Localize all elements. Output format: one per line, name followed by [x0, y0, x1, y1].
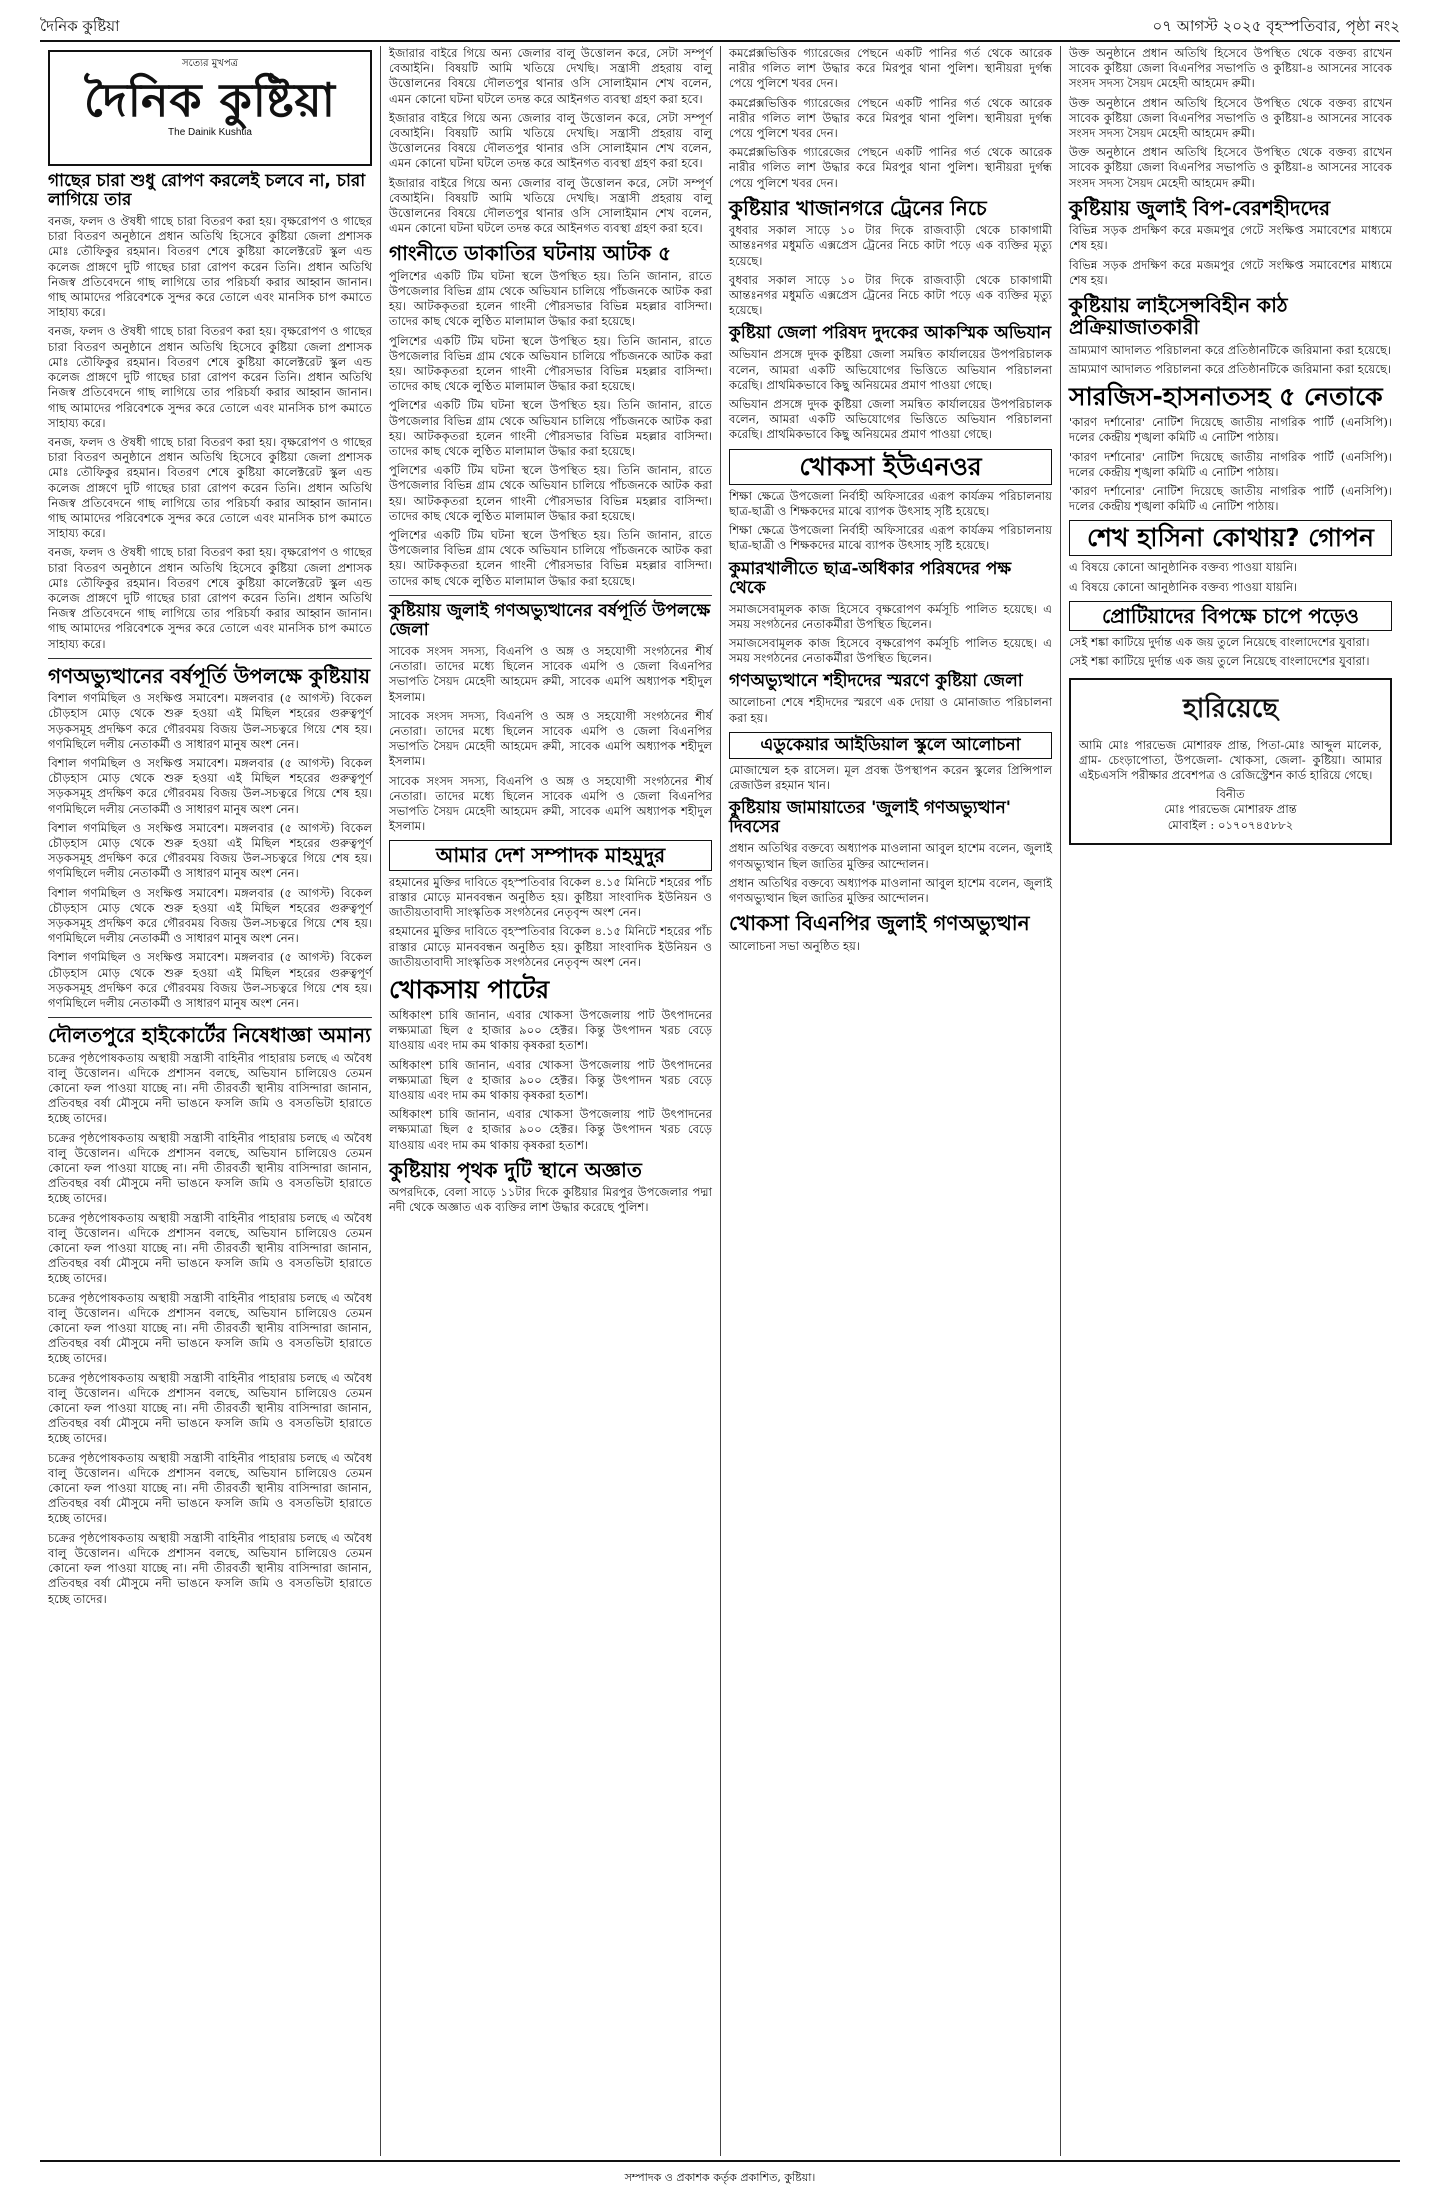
article-text: বনজ, ফলদ ও ঔষধী গাছে চারা বিতরণ করা হয়। বৃক্ষরোপণ ও গাছের চারা বিতরণ অনুষ্ঠানে প্রধান অতিথি হিসেবে কুষ্টিয়া জেলা প্রশাসক মোঃ তৌফিকুর রহমান। বিতরণ শেষে কুষ্টিয়া কালেক্টরেট স্কুল এন্ড কলেজ প্রাঙ্গণে দুটি গাছের চারা রোপণ করেন তিনি। প্রধান অতিথি নিজস্ব প্রতিবেদনে গাছ লাগিয়ে তার পরিচর্যা করার আহ্বান জানান। গাছ আমাদের পরিবেশকে সুন্দর করে তোলে এবং মানসিক চাপ কমাতে সাহায্য করে। [48, 324, 376, 430]
date-page: ০৭ আগস্ট ২০২৫ বৃহস্পতিবার, পৃষ্ঠা নং২ [1152, 16, 1400, 35]
lost-notice [1069, 678, 1392, 845]
article-text: ইজারার বাইরে গিয়ে অন্য জেলার বালু উত্তোলন করে, সেটা সম্পূর্ণ বেআইনি। বিষয়টি আমি খতিয়ে দেখছি। সন্ত্রাসী প্রহরায় বালু উত্তোলনের বিষয়ে দৌলতপুর থানার ওসি সোলাইমান শেখ বলেন, এমন কোনো ঘটনা ঘটলে তদন্ত করে আইনগত ব্যবস্থা গ্রহণ করা হবে। [389, 110, 716, 171]
divider [48, 658, 372, 659]
notice-sign: বিনীত মোঃ পারভেজ মোশারফ প্রান্ত মোবাইল : ০১৭০৭৪৫৮৮২ [1164, 787, 1297, 832]
article-text: বনজ, ফলদ ও ঔষধী গাছে চারা বিতরণ করা হয়। বৃক্ষরোপণ ও গাছের চারা বিতরণ অনুষ্ঠানে প্রধান অতিথি হিসেবে কুষ্টিয়া জেলা প্রশাসক মোঃ তৌফিকুর রহমান। বিতরণ শেষে কুষ্টিয়া কালেক্টরেট স্কুল এন্ড কলেজ প্রাঙ্গণে দুটি গাছের চারা রোপণ করেন তিনি। প্রধান অতিথি নিজস্ব প্রতিবেদনে গাছ লাগিয়ে তার পরিচর্যা করার আহ্বান জানান। গাছ আমাদের পরিবেশকে সুন্দর করে তোলে এবং মানসিক চাপ কমাতে সাহায্য করে। [48, 214, 376, 320]
headline: খোকসায় পাটের [389, 975, 550, 1004]
headline: গাংনীতে ডাকাতির ঘটনায় আটক ৫ [389, 241, 672, 266]
headline: কুষ্টিয়ায় জামায়াতের 'জুলাই গণঅভ্যুত্থান' দিবসের [729, 798, 1011, 838]
headline: কুষ্টিয়ায় পৃথক দুটি স্থানে অজ্ঞাত [389, 1157, 642, 1182]
article-text: অপরদিকে, বেলা সাড়ে ১১টার দিকে কুষ্টিয়ার মিরপুর উপজেলার পদ্মা নদী থেকে অজ্ঞাত এক ব্যক্তির লাশ উদ্ধার করেছে পুলিশ। [389, 1185, 716, 1215]
article-text: চক্রের পৃষ্ঠপোষকতায় অস্থায়ী সন্ত্রাসী বাহিনীর পাহারায় চলছে এ অবৈধ বালু উত্তোলন। এদিকে প্রশাসন বলছে, অভিযান চালিয়েও তেমন কোনো ফল পাওয়া যাচ্ছে না। নদী তীরবর্তী স্থানীয় বাসিন্দারা জানান, প্রতিবছর বর্ষা মৌসুমে নদী ভাঙনে ফসলি জমি ও বসতভিটা হারাতে হচ্ছে তাদের। [48, 1210, 376, 1286]
article-text: 'কারণ দর্শানোর' নোটিশ দিয়েছে জাতীয় নাগরিক পার্টি (এনসিপি)। দলের কেন্দ্রীয় শৃঙ্খলা কমিটি এ নোটিশ পাঠায়। [1069, 415, 1396, 445]
article-text: ভ্রাম্যমাণ আদালত পরিচালনা করে প্রতিষ্ঠানটিকে জরিমানা করা হয়েছে। [1069, 342, 1392, 357]
headline: কুষ্টিয়ায় জুলাই বিপ-বেরশহীদদের [1069, 195, 1331, 220]
article-text: সেই শঙ্কা কাটিয়ে দুর্দান্ত এক জয় তুলে নিয়েছে বাংলাদেশের যুবারা। [1069, 635, 1370, 650]
headline: শেখ হাসিনা কোথায়? গোপন [1069, 520, 1392, 556]
article-text: সমাজসেবামূলক কাজ হিসেবে বৃক্ষরোপণ কর্মসূচি পালিত হয়েছে। এ সময় সংগঠনের নেতাকর্মীরা উপস্থিত ছিলেন। [729, 635, 1056, 666]
article-text: পুলিশের একটি টিম ঘটনা স্থলে উপস্থিত হয়। তিনি জানান, রাতে উপজেলার বিভিন্ন গ্রাম থেকে অভিযান চালিয়ে পাঁচজনকে আটক করা হয়। আটককৃতরা হলেন গাংনী পৌরসভার বিভিন্ন মহল্লার বাসিন্দা। তাদের কাছ থেকে লুণ্ঠিত মালামাল উদ্ধার করা হয়েছে। [389, 333, 716, 394]
article-text: আলোচনা সভা অনুষ্ঠিত হয়। [729, 938, 861, 953]
headline: কুষ্টিয়ার খাজানগরে ট্রেনের নিচে [729, 195, 987, 220]
headline: সারজিস-হাসনাতসহ ৫ নেতাকে [1069, 382, 1383, 412]
article-text: প্রধান অতিথির বক্তব্যে অধ্যাপক মাওলানা আবুল হাশেম বলেন, জুলাই গণঅভ্যুত্থান ছিল জাতির মুক্তির আন্দোলন। [729, 841, 1056, 871]
article-text: অধিকাংশ চাষি জানান, এবার খোকসা উপজেলায় পাট উৎপাদনের লক্ষ্যমাত্রা ছিল ৫ হাজার ৯০০ হেক্টর। কিন্তু উৎপাদন খরচ বেড়ে যাওয়ায় এবং দাম কম থাকায় কৃষকরা হতাশ। [389, 1008, 716, 1053]
headline: কুষ্টিয়া জেলা পরিষদ দুদকের আকস্মিক অভিযান [729, 323, 1052, 344]
masthead-logo: দৈনিক কুষ্টিয়া [84, 73, 336, 127]
article-text: মোজাম্মেল হক রাসেল। মূল প্রবন্ধ উপস্থাপন করেন স্কুলের প্রিন্সিপাল রেজাউল রহমান খান। [729, 762, 1056, 793]
article-text: উক্ত অনুষ্ঠানে প্রধান অতিথি হিসেবে উপস্থিত থেকে বক্তব্য রাখেন সাবেক কুষ্টিয়া জেলা বিএনপির সভাপতি ও কুষ্টিয়া-৪ আসনের সাবেক সংসদ সদস্য সৈয়দ মেহেদী আহমেদ রুমী। [1069, 95, 1396, 141]
article-text: সাবেক সংসদ সদস্য, বিএনপি ও অঙ্গ ও সহযোগী সংগঠনের শীর্ষ নেতারা। তাদের মধ্যে ছিলেন সাবেক এমপি ও জেলা বিএনপির সভাপতি সৈয়দ মেহেদী আহমেদ রুমী, সাবেক এমপি অধ্যাপক শহীদুল ইসলাম। [389, 643, 716, 704]
article-text: চক্রের পৃষ্ঠপোষকতায় অস্থায়ী সন্ত্রাসী বাহিনীর পাহারায় চলছে এ অবৈধ বালু উত্তোলন। এদিকে প্রশাসন বলছে, অভিযান চালিয়েও তেমন কোনো ফল পাওয়া যাচ্ছে না। নদী তীরবর্তী স্থানীয় বাসিন্দারা জানান, প্রতিবছর বর্ষা মৌসুমে নদী ভাঙনে ফসলি জমি ও বসতভিটা হারাতে হচ্ছে তাদের। [48, 1050, 376, 1126]
paper-name: দৈনিক কুষ্টিয়া [40, 16, 120, 35]
article-text: 'কারণ দর্শানোর' নোটিশ দিয়েছে জাতীয় নাগরিক পার্টি (এনসিপি)। দলের কেন্দ্রীয় শৃঙ্খলা কমিটি এ নোটিশ পাঠায়। [1069, 484, 1396, 514]
page-header [40, 14, 1400, 42]
article-text: আলোচনা শেষে শহীদদের স্মরণে এক দোয়া ও মোনাজাত পরিচালনা করা হয়। [729, 695, 1056, 725]
divider [389, 595, 712, 596]
article-text: বিশাল গণমিছিল ও সংক্ষিপ্ত সমাবেশ। মঙ্গলবার (৫ আগস্ট) বিকেল চৌড়হাস মোড় থেকে শুরু হওয়া এই মিছিল শহরের গুরুত্বপূর্ণ সড়কসমূহ প্রদক্ষিণ করে গৌরবময় বিজয় উল-সচত্বরে গিয়ে শেষ হয়। গণমিছিলে দলীয় নেতাকর্মী ও সাধারণ মানুষ অংশ নেন। [48, 950, 376, 1010]
article-text: পুলিশের একটি টিম ঘটনা স্থলে উপস্থিত হয়। তিনি জানান, রাতে উপজেলার বিভিন্ন গ্রাম থেকে অভিযান চালিয়ে পাঁচজনকে আটক করা হয়। আটককৃতরা হলেন গাংনী পৌরসভার বিভিন্ন মহল্লার বাসিন্দা। তাদের কাছ থেকে লুণ্ঠিত মালামাল উদ্ধার করা হয়েছে। [389, 398, 716, 459]
article-text: ভ্রাম্যমাণ আদালত পরিচালনা করে প্রতিষ্ঠানটিকে জরিমানা করা হয়েছে। [1069, 362, 1392, 377]
article-text: অভিযান প্রসঙ্গে দুদক কুষ্টিয়া জেলা সমন্বিত কার্যালয়ের উপপরিচালক বলেন, আমরা একটি অভিযোগের ভিত্তিতে অভিযান পরিচালনা করেছি। প্রাথমিকভাবে কিছু অনিয়মের প্রমাণ পাওয়া গেছে। [729, 347, 1056, 392]
column-4 [1060, 46, 1400, 2156]
article-text: রহমানের মুক্তির দাবিতে বৃহস্পতিবার বিকেল ৪.১৫ মিনিটে শহরের পাঁচ রাস্তার মোড়ে মানববন্ধন অনুষ্ঠিত হয়। কুষ্টিয়া সাংবাদিক ইউনিয়ন ও জাতীয়তাবাদী সাংস্কৃতিক সংগঠনের নেতৃবৃন্দ অংশ নেন। [389, 874, 716, 920]
column-1 [40, 46, 380, 2156]
headline: কুষ্টিয়ায় জুলাই গণঅভ্যুত্থানের বর্ষপূর্তি উপলক্ষে জেলা [389, 600, 711, 640]
headline: খোকসা ইউএনওর [729, 449, 1052, 485]
headline: কুমারখালীতে ছাত্র-অধিকার পরিষদের পক্ষ থেকে [729, 558, 1012, 598]
article-text: পুলিশের একটি টিম ঘটনা স্থলে উপস্থিত হয়। তিনি জানান, রাতে উপজেলার বিভিন্ন গ্রাম থেকে অভিযান চালিয়ে পাঁচজনকে আটক করা হয়। আটককৃতরা হলেন গাংনী পৌরসভার বিভিন্ন মহল্লার বাসিন্দা। তাদের কাছ থেকে লুণ্ঠিত মালামাল উদ্ধার করা হয়েছে। [389, 528, 716, 588]
masthead [48, 50, 372, 166]
article-text: প্রধান অতিথির বক্তব্যে অধ্যাপক মাওলানা আবুল হাশেম বলেন, জুলাই গণঅভ্যুত্থান ছিল জাতির মুক্তির আন্দোলন। [729, 875, 1056, 905]
columns [40, 46, 1400, 2156]
masthead-tagline: সত্যের মুখপত্র [182, 58, 238, 69]
notice-title: হারিয়েছে [1183, 693, 1278, 724]
headline: খোকসা বিএনপির জুলাই গণঅভ্যুত্থান [729, 911, 1030, 936]
headline: গণঅভ্যুত্থানে শহীদদের স্মরণে কুষ্টিয়া জেলা [729, 671, 1023, 692]
article-text: বিশাল গণমিছিল ও সংক্ষিপ্ত সমাবেশ। মঙ্গলবার (৫ আগস্ট) বিকেল চৌড়হাস মোড় থেকে শুরু হওয়া এই মিছিল শহরের গুরুত্বপূর্ণ সড়কসমূহ প্রদক্ষিণ করে গৌরবময় বিজয় উল-সচত্বরে গিয়ে শেষ হয়। গণমিছিলে দলীয় নেতাকর্মী ও সাধারণ মানুষ অংশ নেন। [48, 820, 376, 881]
article-text: বিশাল গণমিছিল ও সংক্ষিপ্ত সমাবেশ। মঙ্গলবার (৫ আগস্ট) বিকেল চৌড়হাস মোড় থেকে শুরু হওয়া এই মিছিল শহরের গুরুত্বপূর্ণ সড়কসমূহ প্রদক্ষিণ করে গৌরবময় বিজয় উল-সচত্বরে গিয়ে শেষ হয়। গণমিছিলে দলীয় নেতাকর্মী ও সাধারণ মানুষ অংশ নেন। [48, 691, 376, 751]
article-text: কমপ্লেক্সভিত্তিক গ্যারেজের পেছনে একটি পানির গর্ত থেকে আরেক নারীর গলিত লাশ উদ্ধার করে মিরপুর থানা পুলিশ। স্থানীয়রা দুর্গন্ধ পেয়ে পুলিশে খবর দেন। [729, 46, 1056, 91]
footer-text: সম্পাদক ও প্রকাশক কর্তৃক প্রকাশিত, কুষ্টিয়া। [624, 2170, 816, 2184]
article-text: উক্ত অনুষ্ঠানে প্রধান অতিথি হিসেবে উপস্থিত থেকে বক্তব্য রাখেন সাবেক কুষ্টিয়া জেলা বিএনপির সভাপতি ও কুষ্টিয়া-৪ আসনের সাবেক সংসদ সদস্য সৈয়দ মেহেদী আহমেদ রুমী। [1069, 46, 1396, 91]
article-text: অধিকাংশ চাষি জানান, এবার খোকসা উপজেলায় পাট উৎপাদনের লক্ষ্যমাত্রা ছিল ৫ হাজার ৯০০ হেক্টর। কিন্তু উৎপাদন খরচ বেড়ে যাওয়ায় এবং দাম কম থাকায় কৃষকরা হতাশ। [389, 1107, 716, 1152]
article-text: চক্রের পৃষ্ঠপোষকতায় অস্থায়ী সন্ত্রাসী বাহিনীর পাহারায় চলছে এ অবৈধ বালু উত্তোলন। এদিকে প্রশাসন বলছে, অভিযান চালিয়েও তেমন কোনো ফল পাওয়া যাচ্ছে না। নদী তীরবর্তী স্থানীয় বাসিন্দারা জানান, প্রতিবছর বর্ষা মৌসুমে নদী ভাঙনে ফসলি জমি ও বসতভিটা হারাতে হচ্ছে তাদের। [48, 1290, 376, 1366]
article-text: চক্রের পৃষ্ঠপোষকতায় অস্থায়ী সন্ত্রাসী বাহিনীর পাহারায় চলছে এ অবৈধ বালু উত্তোলন। এদিকে প্রশাসন বলছে, অভিযান চালিয়েও তেমন কোনো ফল পাওয়া যাচ্ছে না। নদী তীরবর্তী স্থানীয় বাসিন্দারা জানান, প্রতিবছর বর্ষা মৌসুমে নদী ভাঙনে ফসলি জমি ও বসতভিটা হারাতে হচ্ছে তাদের। [48, 1450, 376, 1526]
column-2 [380, 46, 720, 2156]
article-text: চক্রের পৃষ্ঠপোষকতায় অস্থায়ী সন্ত্রাসী বাহিনীর পাহারায় চলছে এ অবৈধ বালু উত্তোলন। এদিকে প্রশাসন বলছে, অভিযান চালিয়েও তেমন কোনো ফল পাওয়া যাচ্ছে না। নদী তীরবর্তী স্থানীয় বাসিন্দারা জানান, প্রতিবছর বর্ষা মৌসুমে নদী ভাঙনে ফসলি জমি ও বসতভিটা হারাতে হচ্ছে তাদের। [48, 1130, 376, 1206]
masthead-english: The Dainik Kushtia [168, 127, 252, 138]
article-text: বুধবার সকাল সাড়ে ১০ টার দিকে রাজবাড়ী থেকে চাকাগামী আন্তঃনগর মধুমতি এক্সপ্রেস ট্রেনের নিচে কাটা পড়ে এক ব্যক্তির মৃত্যু হয়েছে। [729, 223, 1056, 268]
article-text: বিশাল গণমিছিল ও সংক্ষিপ্ত সমাবেশ। মঙ্গলবার (৫ আগস্ট) বিকেল চৌড়হাস মোড় থেকে শুরু হওয়া এই মিছিল শহরের গুরুত্বপূর্ণ সড়কসমূহ প্রদক্ষিণ করে গৌরবময় বিজয় উল-সচত্বরে গিয়ে শেষ হয়। গণমিছিলে দলীয় নেতাকর্মী ও সাধারণ মানুষ অংশ নেন। [48, 885, 376, 946]
article-text: উক্ত অনুষ্ঠানে প্রধান অতিথি হিসেবে উপস্থিত থেকে বক্তব্য রাখেন সাবেক কুষ্টিয়া জেলা বিএনপির সভাপতি ও কুষ্টিয়া-৪ আসনের সাবেক সংসদ সদস্য সৈয়দ মেহেদী আহমেদ রুমী। [1069, 145, 1396, 190]
article-text: সমাজসেবামূলক কাজ হিসেবে বৃক্ষরোপণ কর্মসূচি পালিত হয়েছে। এ সময় সংগঠনের নেতাকর্মীরা উপস্থিত ছিলেন। [729, 601, 1056, 631]
article-text: এ বিষয়ে কোনো আনুষ্ঠানিক বক্তব্য পাওয়া যায়নি। [1069, 579, 1298, 594]
headline: এডুকেয়ার আইডিয়াল স্কুলে আলোচনা [729, 732, 1052, 759]
headline: কুষ্টিয়ায় লাইসেন্সবিহীন কাঠ প্রক্রিয়াজাতকারী [1069, 293, 1288, 340]
article-text: বুধবার সকাল সাড়ে ১০ টার দিকে রাজবাড়ী থেকে চাকাগামী আন্তঃনগর মধুমতি এক্সপ্রেস ট্রেনের নিচে কাটা পড়ে এক ব্যক্তির মৃত্যু হয়েছে। [729, 272, 1056, 318]
article-text: 'কারণ দর্শানোর' নোটিশ দিয়েছে জাতীয় নাগরিক পার্টি (এনসিপি)। দলের কেন্দ্রীয় শৃঙ্খলা কমিটি এ নোটিশ পাঠায়। [1069, 449, 1396, 479]
article-text: বিভিন্ন সড়ক প্রদক্ষিণ করে মজমপুর গেটে সংক্ষিপ্ত সমাবেশের মাধ্যমে শেষ হয়। [1069, 223, 1396, 253]
divider [48, 1017, 372, 1018]
article-text: পুলিশের একটি টিম ঘটনা স্থলে উপস্থিত হয়। তিনি জানান, রাতে উপজেলার বিভিন্ন গ্রাম থেকে অভিযান চালিয়ে পাঁচজনকে আটক করা হয়। আটককৃতরা হলেন গাংনী পৌরসভার বিভিন্ন মহল্লার বাসিন্দা। তাদের কাছ থেকে লুণ্ঠিত মালামাল উদ্ধার করা হয়েছে। [389, 268, 716, 329]
article-text: ইজারার বাইরে গিয়ে অন্য জেলার বালু উত্তোলন করে, সেটা সম্পূর্ণ বেআইনি। বিষয়টি আমি খতিয়ে দেখছি। সন্ত্রাসী প্রহরায় বালু উত্তোলনের বিষয়ে দৌলতপুর থানার ওসি সোলাইমান শেখ বলেন, এমন কোনো ঘটনা ঘটলে তদন্ত করে আইনগত ব্যবস্থা গ্রহণ করা হবে। [389, 175, 716, 236]
headline: দৌলতপুরে হাইকোর্টের নিষেধাজ্ঞা অমান্য [48, 1023, 371, 1048]
article-text: পুলিশের একটি টিম ঘটনা স্থলে উপস্থিত হয়। তিনি জানান, রাতে উপজেলার বিভিন্ন গ্রাম থেকে অভিযান চালিয়ে পাঁচজনকে আটক করা হয়। আটককৃতরা হলেন গাংনী পৌরসভার বিভিন্ন মহল্লার বাসিন্দা। তাদের কাছ থেকে লুণ্ঠিত মালামাল উদ্ধার করা হয়েছে। [389, 463, 716, 523]
article-text: বনজ, ফলদ ও ঔষধী গাছে চারা বিতরণ করা হয়। বৃক্ষরোপণ ও গাছের চারা বিতরণ অনুষ্ঠানে প্রধান অতিথি হিসেবে কুষ্টিয়া জেলা প্রশাসক মোঃ তৌফিকুর রহমান। বিতরণ শেষে কুষ্টিয়া কালেক্টরেট স্কুল এন্ড কলেজ প্রাঙ্গণে দুটি গাছের চারা রোপণ করেন তিনি। প্রধান অতিথি নিজস্ব প্রতিবেদনে গাছ লাগিয়ে তার পরিচর্যা করার আহ্বান জানান। গাছ আমাদের পরিবেশকে সুন্দর করে তোলে এবং মানসিক চাপ কমাতে সাহায্য করে। [48, 545, 376, 651]
article-text: শিক্ষা ক্ষেত্রে উপজেলা নির্বাহী অফিসারের এরূপ কার্যক্রম পরিচালনায় ছাত্র-ছাত্রী ও শিক্ষকদের মাঝে ব্যাপক উৎসাহ সৃষ্টি হয়েছে। [729, 488, 1056, 518]
article-text: অভিযান প্রসঙ্গে দুদক কুষ্টিয়া জেলা সমন্বিত কার্যালয়ের উপপরিচালক বলেন, আমরা একটি অভিযোগের ভিত্তিতে অভিযান পরিচালনা করেছি। প্রাথমিকভাবে কিছু অনিয়মের প্রমাণ পাওয়া গেছে। [729, 397, 1056, 442]
article-text: বিভিন্ন সড়ক প্রদক্ষিণ করে মজমপুর গেটে সংক্ষিপ্ত সমাবেশের মাধ্যমে শেষ হয়। [1069, 257, 1396, 287]
headline: আমার দেশ সম্পাদক মাহমুদুর [389, 840, 712, 870]
headline: প্রোটিয়াদের বিপক্ষে চাপে পড়েও [1069, 601, 1392, 631]
article-text: কমপ্লেক্সভিত্তিক গ্যারেজের পেছনে একটি পানির গর্ত থেকে আরেক নারীর গলিত লাশ উদ্ধার করে মিরপুর থানা পুলিশ। স্থানীয়রা দুর্গন্ধ পেয়ে পুলিশে খবর দেন। [729, 145, 1056, 190]
article-text: কমপ্লেক্সভিত্তিক গ্যারেজের পেছনে একটি পানির গর্ত থেকে আরেক নারীর গলিত লাশ উদ্ধার করে মিরপুর থানা পুলিশ। স্থানীয়রা দুর্গন্ধ পেয়ে পুলিশে খবর দেন। [729, 95, 1056, 141]
article-text: রহমানের মুক্তির দাবিতে বৃহস্পতিবার বিকেল ৪.১৫ মিনিটে শহরের পাঁচ রাস্তার মোড়ে মানববন্ধন অনুষ্ঠিত হয়। কুষ্টিয়া সাংবাদিক ইউনিয়ন ও জাতীয়তাবাদী সাংস্কৃতিক সংগঠনের নেতৃবৃন্দ অংশ নেন। [389, 924, 716, 969]
article-text: সাবেক সংসদ সদস্য, বিএনপি ও অঙ্গ ও সহযোগী সংগঠনের শীর্ষ নেতারা। তাদের মধ্যে ছিলেন সাবেক এমপি ও জেলা বিএনপির সভাপতি সৈয়দ মেহেদী আহমেদ রুমী, সাবেক এমপি অধ্যাপক শহীদুল ইসলাম। [389, 708, 716, 769]
article-text: বনজ, ফলদ ও ঔষধী গাছে চারা বিতরণ করা হয়। বৃক্ষরোপণ ও গাছের চারা বিতরণ অনুষ্ঠানে প্রধান অতিথি হিসেবে কুষ্টিয়া জেলা প্রশাসক মোঃ তৌফিকুর রহমান। বিতরণ শেষে কুষ্টিয়া কালেক্টরেট স্কুল এন্ড কলেজ প্রাঙ্গণে দুটি গাছের চারা রোপণ করেন তিনি। প্রধান অতিথি নিজস্ব প্রতিবেদনে গাছ লাগিয়ে তার পরিচর্যা করার আহ্বান জানান। গাছ আমাদের পরিবেশকে সুন্দর করে তোলে এবং মানসিক চাপ কমাতে সাহায্য করে। [48, 434, 376, 541]
article-text: চক্রের পৃষ্ঠপোষকতায় অস্থায়ী সন্ত্রাসী বাহিনীর পাহারায় চলছে এ অবৈধ বালু উত্তোলন। এদিকে প্রশাসন বলছে, অভিযান চালিয়েও তেমন কোনো ফল পাওয়া যাচ্ছে না। নদী তীরবর্তী স্থানীয় বাসিন্দারা জানান, প্রতিবছর বর্ষা মৌসুমে নদী ভাঙনে ফসলি জমি ও বসতভিটা হারাতে হচ্ছে তাদের। [48, 1530, 376, 1606]
article-text: এ বিষয়ে কোনো আনুষ্ঠানিক বক্তব্য পাওয়া যায়নি। [1069, 560, 1298, 575]
article-text: সেই শঙ্কা কাটিয়ে দুর্দান্ত এক জয় তুলে নিয়েছে বাংলাদেশের যুবারা। [1069, 654, 1370, 669]
article-text: অধিকাংশ চাষি জানান, এবার খোকসা উপজেলায় পাট উৎপাদনের লক্ষ্যমাত্রা ছিল ৫ হাজার ৯০০ হেক্টর। কিন্তু উৎপাদন খরচ বেড়ে যাওয়ায় এবং দাম কম থাকায় কৃষকরা হতাশ। [389, 1057, 716, 1103]
column-3 [720, 46, 1060, 2156]
article-text: সাবেক সংসদ সদস্য, বিএনপি ও অঙ্গ ও সহযোগী সংগঠনের শীর্ষ নেতারা। তাদের মধ্যে ছিলেন সাবেক এমপি ও জেলা বিএনপির সভাপতি সৈয়দ মেহেদী আহমেদ রুমী, সাবেক এমপি অধ্যাপক শহীদুল ইসলাম। [389, 773, 716, 834]
headline: গণঅভ্যুত্থানের বর্ষপূর্তি উপলক্ষে কুষ্টিয়ায় [48, 663, 371, 688]
notice-text: আমি মোঃ পারভেজ মোশারফ প্রান্ত, পিতা-মোঃ আব্দুল মালেক, গ্রাম- চেংড়াপোতা, উপজেলা- খোকসা, জেলা- কুষ্টিয়া। আমার এইচএসসি পরীক্ষার প্রবেশপত্র ও রেজিস্ট্রেশন কার্ড হারিয়ে গেছে। [1079, 737, 1386, 783]
page-footer [40, 2160, 1400, 2194]
article-text: বিশাল গণমিছিল ও সংক্ষিপ্ত সমাবেশ। মঙ্গলবার (৫ আগস্ট) বিকেল চৌড়হাস মোড় থেকে শুরু হওয়া এই মিছিল শহরের গুরুত্বপূর্ণ সড়কসমূহ প্রদক্ষিণ করে গৌরবময় বিজয় উল-সচত্বরে গিয়ে শেষ হয়। গণমিছিলে দলীয় নেতাকর্মী ও সাধারণ মানুষ অংশ নেন। [48, 755, 376, 816]
article-text: শিক্ষা ক্ষেত্রে উপজেলা নির্বাহী অফিসারের এরূপ কার্যক্রম পরিচালনায় ছাত্র-ছাত্রী ও শিক্ষকদের মাঝে ব্যাপক উৎসাহ সৃষ্টি হয়েছে। [729, 523, 1056, 553]
headline: গাছের চারা শুধু রোপণ করলেই চলবে না, চারা লাগিয়ে তার [48, 171, 366, 211]
article-text: চক্রের পৃষ্ঠপোষকতায় অস্থায়ী সন্ত্রাসী বাহিনীর পাহারায় চলছে এ অবৈধ বালু উত্তোলন। এদিকে প্রশাসন বলছে, অভিযান চালিয়েও তেমন কোনো ফল পাওয়া যাচ্ছে না। নদী তীরবর্তী স্থানীয় বাসিন্দারা জানান, প্রতিবছর বর্ষা মৌসুমে নদী ভাঙনে ফসলি জমি ও বসতভিটা হারাতে হচ্ছে তাদের। [48, 1370, 376, 1446]
article-text: ইজারার বাইরে গিয়ে অন্য জেলার বালু উত্তোলন করে, সেটা সম্পূর্ণ বেআইনি। বিষয়টি আমি খতিয়ে দেখছি। সন্ত্রাসী প্রহরায় বালু উত্তোলনের বিষয়ে দৌলতপুর থানার ওসি সোলাইমান শেখ বলেন, এমন কোনো ঘটনা ঘটলে তদন্ত করে আইনগত ব্যবস্থা গ্রহণ করা হবে। [389, 46, 716, 106]
